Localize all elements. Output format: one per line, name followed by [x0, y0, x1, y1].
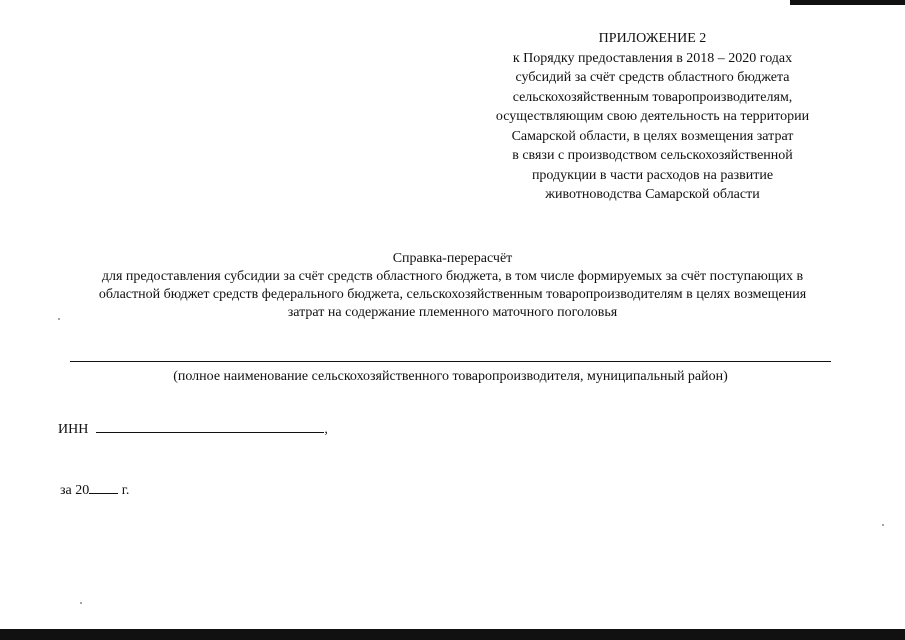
appendix-line: осуществляющим свою деятельность на территории: [495, 109, 810, 124]
appendix-line: сельскохозяйственным товаропроизводителям,: [512, 89, 793, 105]
producer-name-blank[interactable]: [70, 361, 831, 362]
producer-name-caption: (полное наименование сельскохозяйственного товаропроизводителя, муниципальный район): [173, 369, 728, 384]
certificate-heading: [40, 250, 865, 322]
scan-border-top: [790, 0, 905, 5]
appendix-line: в связи с производством сельскохозяйственной: [512, 148, 793, 163]
scan-speck: [58, 318, 60, 320]
certificate-description-line: областной бюджет средств федерального бюджета, сельскохозяйственным товаропроизводителям в целях возмещения: [98, 287, 807, 302]
year-suffix: г.: [121, 483, 130, 498]
appendix-line: к Порядку предоставления в 2018 – 2020 годах: [512, 50, 793, 66]
appendix-line: животноводства Самарской области: [545, 187, 760, 202]
inn-suffix: ,: [324, 422, 328, 437]
appendix-line: субсидий за счёт средств областного бюджета: [515, 70, 790, 85]
appendix-line: продукции в части расходов на развитие: [531, 167, 774, 183]
scan-speck: [882, 524, 884, 526]
year-prefix: за 20: [60, 483, 90, 498]
scan-border-bottom: [0, 629, 905, 640]
certificate-description-line: для предоставления субсидии за счёт средств областного бюджета, в том числе формируемых за счёт поступающих в: [101, 269, 804, 284]
inn-blank[interactable]: [96, 418, 324, 433]
certificate-title: Справка-перерасчёт: [392, 251, 513, 266]
certificate-description-line: затрат на содержание племенного маточного поголовья: [287, 305, 618, 320]
appendix-header: [455, 29, 850, 205]
appendix-title: ПРИЛОЖЕНИЕ 2: [598, 31, 707, 46]
scan-speck: [80, 602, 82, 604]
year-blank[interactable]: [89, 479, 118, 494]
inn-row: [58, 418, 328, 439]
appendix-line: Самарской области, в целях возмещения затрат: [511, 128, 794, 144]
inn-label: ИНН: [58, 422, 89, 437]
year-row: [60, 479, 129, 500]
